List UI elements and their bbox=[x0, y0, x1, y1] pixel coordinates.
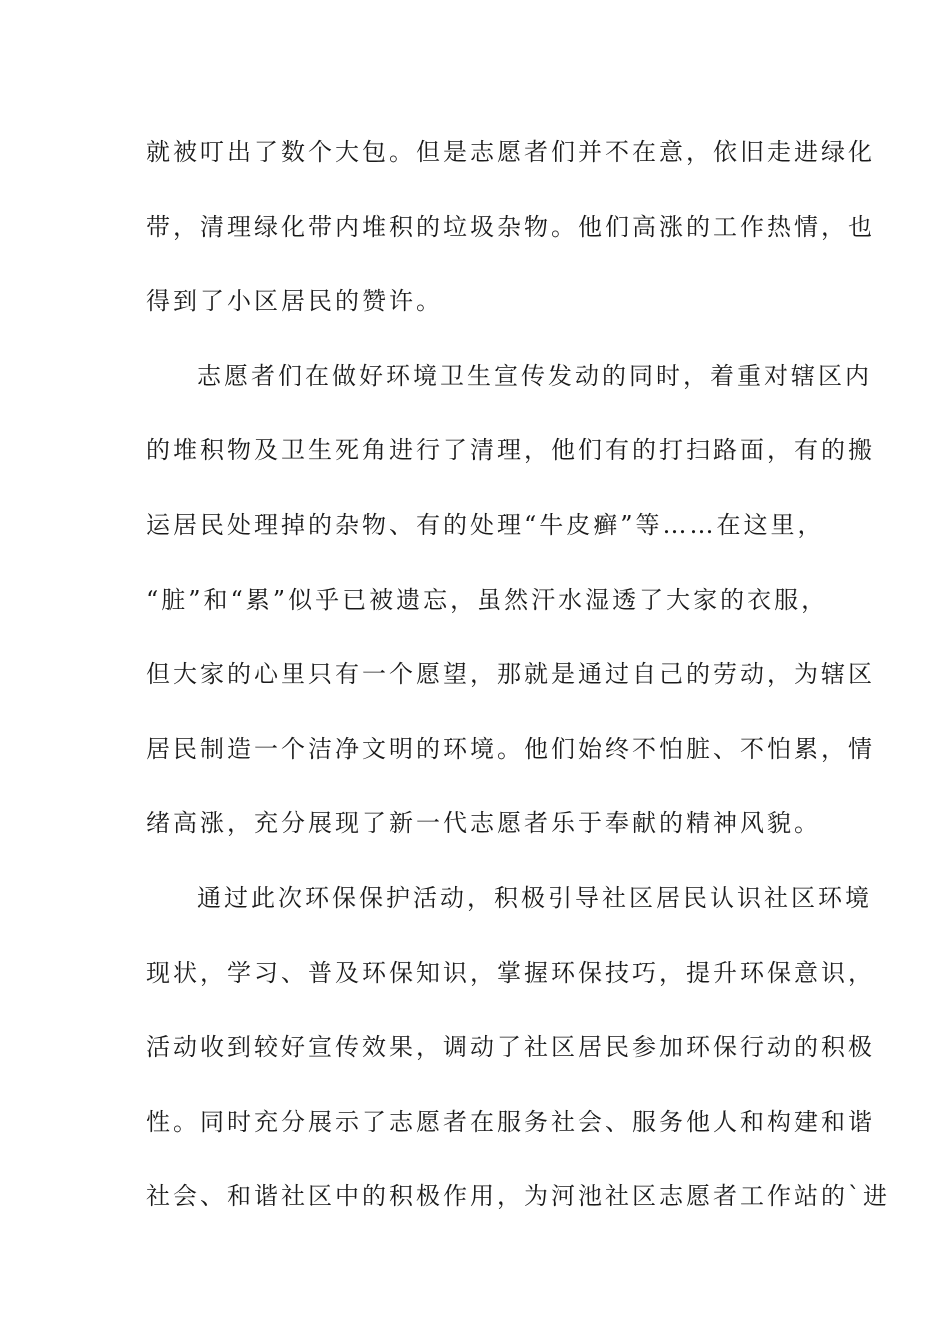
text-line: 志愿者们在做好环境卫生宣传发动的同时，着重对辖区内 bbox=[197, 361, 872, 390]
text-line: 得到了小区居民的赞许。 bbox=[146, 287, 443, 316]
text-line: 绪高涨，充分展现了新一代志愿者乐于奉献的精神风貌。 bbox=[146, 809, 821, 838]
text-line: 带，清理绿化带内堆积的垃圾杂物。他们高涨的工作热情，也 bbox=[146, 212, 875, 241]
text-line: 现状，学习、普及环保知识，掌握环保技巧，提升环保意识， bbox=[146, 958, 875, 987]
text-line: 活动收到较好宣传效果，调动了社区居民参加环保行动的积极 bbox=[146, 1033, 875, 1062]
text-line: 运居民处理掉的杂物、有的处理“牛皮癣”等……在这里， bbox=[146, 510, 825, 539]
text-line: 社会、和谐社区中的积极作用，为河池社区志愿者工作站的`进 bbox=[146, 1182, 890, 1211]
text-line: “脏”和“累”似乎已被遗忘，虽然汗水湿透了大家的衣服， bbox=[146, 585, 829, 614]
text-line: 通过此次环保保护活动，积极引导社区居民认识社区环境 bbox=[197, 883, 872, 912]
text-line: 就被叮出了数个大包。但是志愿者们并不在意，依旧走进绿化 bbox=[146, 138, 875, 166]
text-line: 居民制造一个洁净文明的环境。他们始终不怕脏、不怕累，情 bbox=[146, 734, 875, 763]
document-body bbox=[146, 128, 890, 1247]
text-line: 但大家的心里只有一个愿望，那就是通过自己的劳动，为辖区 bbox=[146, 660, 875, 689]
text-line: 性。同时充分展示了志愿者在服务社会、服务他人和构建和谐 bbox=[146, 1107, 875, 1136]
text-line: 的堆积物及卫生死角进行了清理，他们有的打扫路面，有的搬 bbox=[146, 436, 875, 465]
